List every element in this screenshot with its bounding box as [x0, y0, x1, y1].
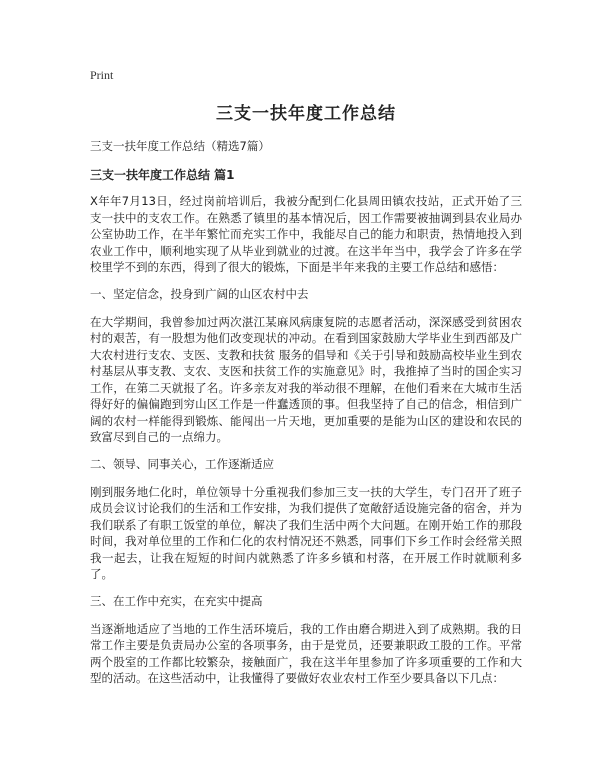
print-label[interactable]: Print: [90, 68, 114, 82]
document-subtitle: 三支一扶年度工作总结（精选7篇）: [90, 139, 270, 153]
intro-paragraph: X年年7月13日，经过岗前培训后，我被分配到仁化县周田镇农技站，正式开始了三支一扶中的支农工作。在熟悉了镇里的基本情况后，因工作需要被抽调到县农业局办公室协助工作，在半年繁忙而充实工作中，我能尽自己的能力和职责，热情地投入到农业工作中，顺利地实现了从毕业到就业的过渡。在这半年当中，我学会了许多在学校里学不到的东西，得到了很大的锻炼，下面是半年来我的主要工作总结和感悟：: [90, 194, 522, 274]
heading-1: 一、坚定信念，投身到广阔的山区农村中去: [90, 286, 309, 301]
paragraph-2: 刚到服务地仁化时，单位领导十分重视我们参加三支一扶的大学生，专门召开了班子成员会议讨论我们的生活和工作安排，为我们提供了宽敞舒适设施完备的宿舍，并为我们联系了有职工饭堂的单位，解决了我们生活中两个大问题。在刚开始工作的那段时间，我对单位里的工作和仁化的农村情况还不熟悉，同事们下乡工作时会经常关照我一起去，让我在短短的时间内就熟悉了许多乡镇和村落，在开展工作时就顺利多了。: [90, 484, 522, 581]
section-title: 三支一扶年度工作总结 篇1: [90, 168, 235, 182]
document-page: [90, 68, 522, 697]
paragraph-3: 当逐渐地适应了当地的工作生活环境后，我的工作由磨合期进入到了成熟期。我的日常工作主要是负责局办公室的各项事务，由于是党员，还要兼职政工股的工作。平常两个股室的工作都比较繁杂，接触面广，我在这半年里参加了许多项重要的工作和大型的活动。在这些活动中，让我懂得了要做好农业农村工作至少要具备以下几点：: [90, 621, 522, 685]
heading-3: 三、在工作中充实，在充实中提高: [90, 593, 263, 608]
paragraph-1: 在大学期间，我曾参加过两次湛江某麻风病康复院的志愿者活动，深深感受到贫困农村的艰苦，有一股想为他们改变现状的冲动。在看到国家鼓励大学毕业生到西部及广大农村进行支农、支医、支教和扶贫 服务的倡导和《关于引导和鼓励高校毕业生到农村基层从事支教、支农、支医和扶贫工作的实施意见》时，我推掉了当时的国企实习工作，在第二天就报了名。许多亲友对我的举动很不理解，在他们看来在大城市生活得好好的偏偏跑到穷山区工作是一件蠢透顶的事。但我坚持了自己的信念，相信到广阔的农村一样能得到锻炼、能闯出一片天地，更加重要的是能为山区的建设和农民的致富尽到自己的一点绵力。: [90, 314, 522, 444]
heading-2: 二、领导、同事关心，工作逐渐适应: [90, 456, 274, 471]
document-title: 三支一扶年度工作总结: [216, 104, 396, 124]
